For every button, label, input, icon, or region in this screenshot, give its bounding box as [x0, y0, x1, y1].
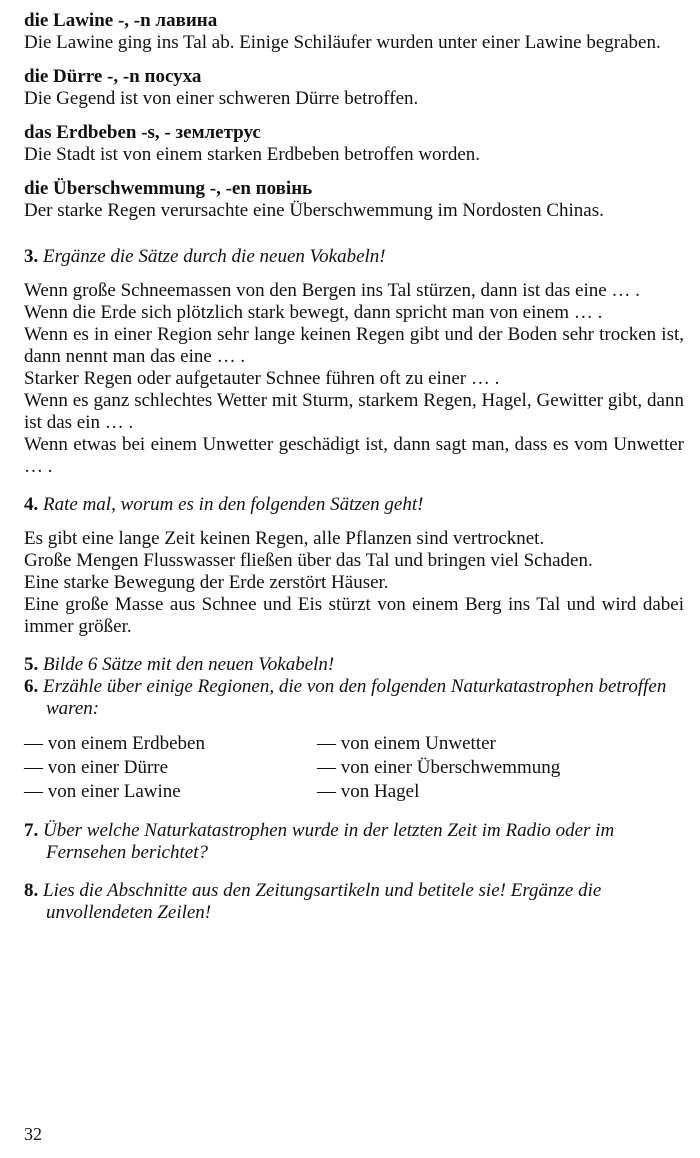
sentence: Wenn etwas bei einem Unwetter geschädigt ist, dann sagt man, dass es vom Unwetter … .	[24, 434, 684, 477]
vocab-entry-lawine	[24, 10, 684, 54]
list-item: — von einer Lawine	[24, 781, 181, 802]
exercise-instruction: Rate mal, worum es in den folgenden Sätzen geht!	[43, 494, 424, 515]
exercise-instruction: Lies die Abschnitte aus den Zeitungsartikeln und betitele sie! Ergänze die unvollendeten Zeilen!	[43, 880, 602, 923]
sentence: Wenn die Erde sich plötzlich stark bewegt, dann spricht man von einem … .	[24, 302, 603, 323]
exercise-number: 6.	[24, 676, 39, 697]
example-sentence: Die Gegend ist von einer schweren Dürre betroffen.	[24, 88, 419, 109]
exercise-number: 3.	[24, 246, 39, 267]
disaster-list-right	[317, 732, 610, 804]
sentence: Eine große Masse aus Schnee und Eis stürzt von einem Berg ins Tal und wird dabei immer größer.	[24, 594, 684, 637]
sentence: Starker Regen oder aufgetauter Schnee führen oft zu einer … .	[24, 368, 500, 389]
exercise-number: 4.	[24, 494, 39, 515]
exercise-number: 5.	[24, 654, 39, 675]
example-sentence: Die Lawine ging ins Tal ab. Einige Schiläufer wurden unter einer Lawine begraben.	[24, 32, 661, 53]
list-item: — von einer Überschwemmung	[317, 757, 561, 778]
sentence: Wenn es in einer Region sehr lange keinen Regen gibt und der Boden sehr trocken ist, dann nennt man das eine … .	[24, 324, 684, 367]
exercise-title	[24, 246, 684, 268]
list-item: — von einem Unwetter	[317, 733, 496, 754]
exercise-number: 7.	[24, 820, 39, 841]
exercise-4	[24, 494, 684, 638]
vocab-entry-duerre	[24, 66, 684, 110]
sentence: Wenn es ganz schlechtes Wetter mit Sturm, starkem Regen, Hagel, Gewitter gibt, dann ist das ein … .	[24, 390, 684, 433]
disaster-list	[24, 732, 684, 804]
exercise-6	[24, 676, 684, 720]
sentence: Wenn große Schneemassen von den Bergen ins Tal stürzen, dann ist das eine … .	[24, 280, 640, 301]
exercise-instruction: Erzähle über einige Regionen, die von den folgenden Naturkatastrophen betroffen waren:	[43, 676, 667, 719]
exercise-instruction: Über welche Naturkatastrophen wurde in der letzten Zeit im Radio oder im Fernsehen berichtet?	[43, 820, 615, 863]
exercise-5	[24, 654, 684, 676]
sentence: Eine starke Bewegung der Erde zerstört Häuser.	[24, 572, 389, 593]
example-sentence: Der starke Regen verursachte eine Überschwemmung im Nordosten Chinas.	[24, 200, 604, 221]
exercise-instruction: Bilde 6 Sätze mit den neuen Vokabeln!	[43, 654, 335, 675]
vocab-entry-ueberschwemmung	[24, 178, 684, 222]
headword: die Überschwemmung -, -en повінь	[24, 178, 313, 199]
example-sentence: Die Stadt ist von einem starken Erdbeben betroffen worden.	[24, 144, 481, 165]
sentence: Große Mengen Flusswasser fließen über das Tal und bringen viel Schaden.	[24, 550, 593, 571]
page-number: 32	[24, 1124, 42, 1144]
sentence: Es gibt eine lange Zeit keinen Regen, alle Pflanzen sind vertrocknet.	[24, 528, 545, 549]
headword: die Lawine -, -n лавина	[24, 10, 218, 31]
list-item: — von einer Dürre	[24, 757, 169, 778]
textbook-page	[24, 10, 684, 924]
exercise-instruction: Ergänze die Sätze durch die neuen Vokabeln!	[43, 246, 386, 267]
exercise-3	[24, 246, 684, 478]
exercise-8	[24, 880, 684, 924]
list-item: — von einem Erdbeben	[24, 733, 205, 754]
exercise-title	[24, 494, 684, 516]
headword: die Dürre -, -n посуха	[24, 66, 202, 87]
headword: das Erdbeben -s, - землетрус	[24, 122, 261, 143]
list-item: — von Hagel	[317, 781, 420, 802]
disaster-list-left	[24, 732, 317, 804]
vocab-entry-erdbeben	[24, 122, 684, 166]
exercise-number: 8.	[24, 880, 39, 901]
exercise-7	[24, 820, 684, 864]
